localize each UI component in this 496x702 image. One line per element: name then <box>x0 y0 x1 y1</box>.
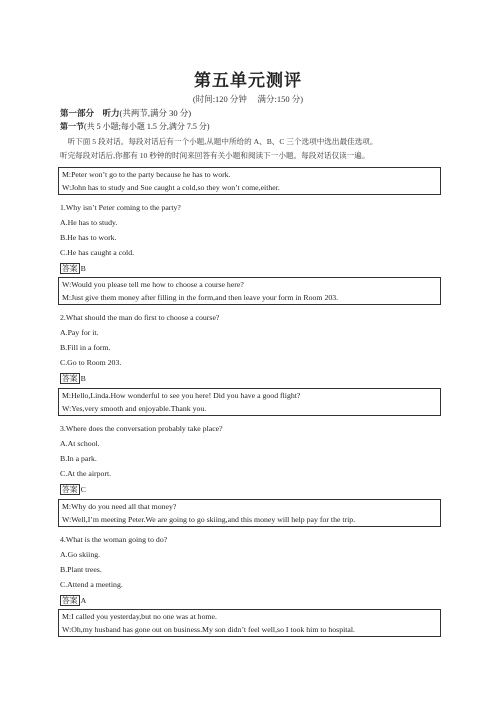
dialog-box <box>58 277 441 305</box>
option: C.At the airport. <box>60 469 112 478</box>
option: A.Pay for it. <box>60 328 99 337</box>
dialog-line: M:I called you yesterday,but no one was at home. <box>62 612 217 621</box>
answer-label: 答案 <box>62 485 78 494</box>
question-text: 4.What is the woman going to do? <box>60 535 168 544</box>
dialog-line: M:Why do you need all that money? <box>62 502 177 511</box>
question-text: 1.Why isn’t Peter coming to the party? <box>60 203 181 212</box>
answer-label: 答案 <box>62 596 78 605</box>
exam-time-info: (时间:120 分钟 满分:150 分) <box>192 94 304 104</box>
part1-name: 第一部分 听力 <box>60 108 120 118</box>
answer-line <box>60 595 86 606</box>
answer-label: 答案 <box>62 374 78 383</box>
option: B.In a park. <box>60 454 97 463</box>
dialog-line: W:Well,I’m meeting Peter.We are going to go skiing,and this money will help pay for the trip. <box>62 515 356 524</box>
dialog-box <box>58 388 441 416</box>
question-text: 3.Where does the conversation probably take place? <box>60 424 223 433</box>
dialog-line: W:Yes,very smooth and enjoyable.Thank you. <box>62 404 207 413</box>
option: B.He has to work. <box>60 233 117 242</box>
answer-value: B <box>80 374 86 383</box>
option: A.At school. <box>60 439 100 448</box>
answer-value: B <box>80 264 86 273</box>
answer-line <box>60 263 86 274</box>
answer-line <box>60 484 86 495</box>
option: B.Fill in a form. <box>60 343 111 352</box>
option: C.He has caught a cold. <box>60 248 135 257</box>
section1-heading <box>60 122 210 132</box>
answer-value: A <box>80 596 87 605</box>
option: B.Plant trees. <box>60 565 102 574</box>
dialog-line: W:Oh,my husband has gone out on business.My son didn’t feel well,so I took him to hospital. <box>62 625 356 634</box>
page-title: 第五单元测评 <box>194 71 302 91</box>
answer-value: C <box>80 485 86 494</box>
dialog-box <box>58 167 441 195</box>
dialog-box <box>58 609 441 637</box>
instruction-line: 听下面 5 段对话。每段对话后有一个小题,从题中所给的 A、B、C 三个选项中选出最佳选项。 <box>60 137 378 146</box>
section1-name: 第一节 <box>60 122 84 131</box>
option: C.Attend a meeting. <box>60 580 123 589</box>
dialog-line: M:Hello,Linda.How wonderful to see you here! Did you have a good flight? <box>62 391 301 400</box>
section1-note: (共 5 小题;每小题 1.5 分,满分 7.5 分) <box>84 122 210 131</box>
part1-note: (共两节,满分 30 分) <box>119 108 192 118</box>
dialog-line: W:John has to study and Sue caught a cold,so they won’t come,either. <box>62 183 280 192</box>
answer-label: 答案 <box>62 264 78 273</box>
answer-line <box>60 373 86 384</box>
dialog-line: W:Would you please tell me how to choose a course here? <box>62 280 244 289</box>
part1-heading <box>60 108 191 118</box>
dialog-box <box>58 499 441 527</box>
dialog-line: M:Just give them money after filling in the form,and then leave your form in Room 203. <box>62 293 339 302</box>
dialog-line: M:Peter won’t go to the party because he has to work. <box>62 170 231 179</box>
option: C.Go to Room 203. <box>60 358 122 367</box>
option: A.Go skiing. <box>60 550 101 559</box>
instruction-line: 听完每段对话后,你都有 10 秒钟的时间来回答有关小题和阅读下一小题。每段对话仅读一遍。 <box>60 151 370 160</box>
option: A.He has to study. <box>60 218 118 227</box>
question-text: 2.What should the man do first to choose a course? <box>60 313 220 322</box>
